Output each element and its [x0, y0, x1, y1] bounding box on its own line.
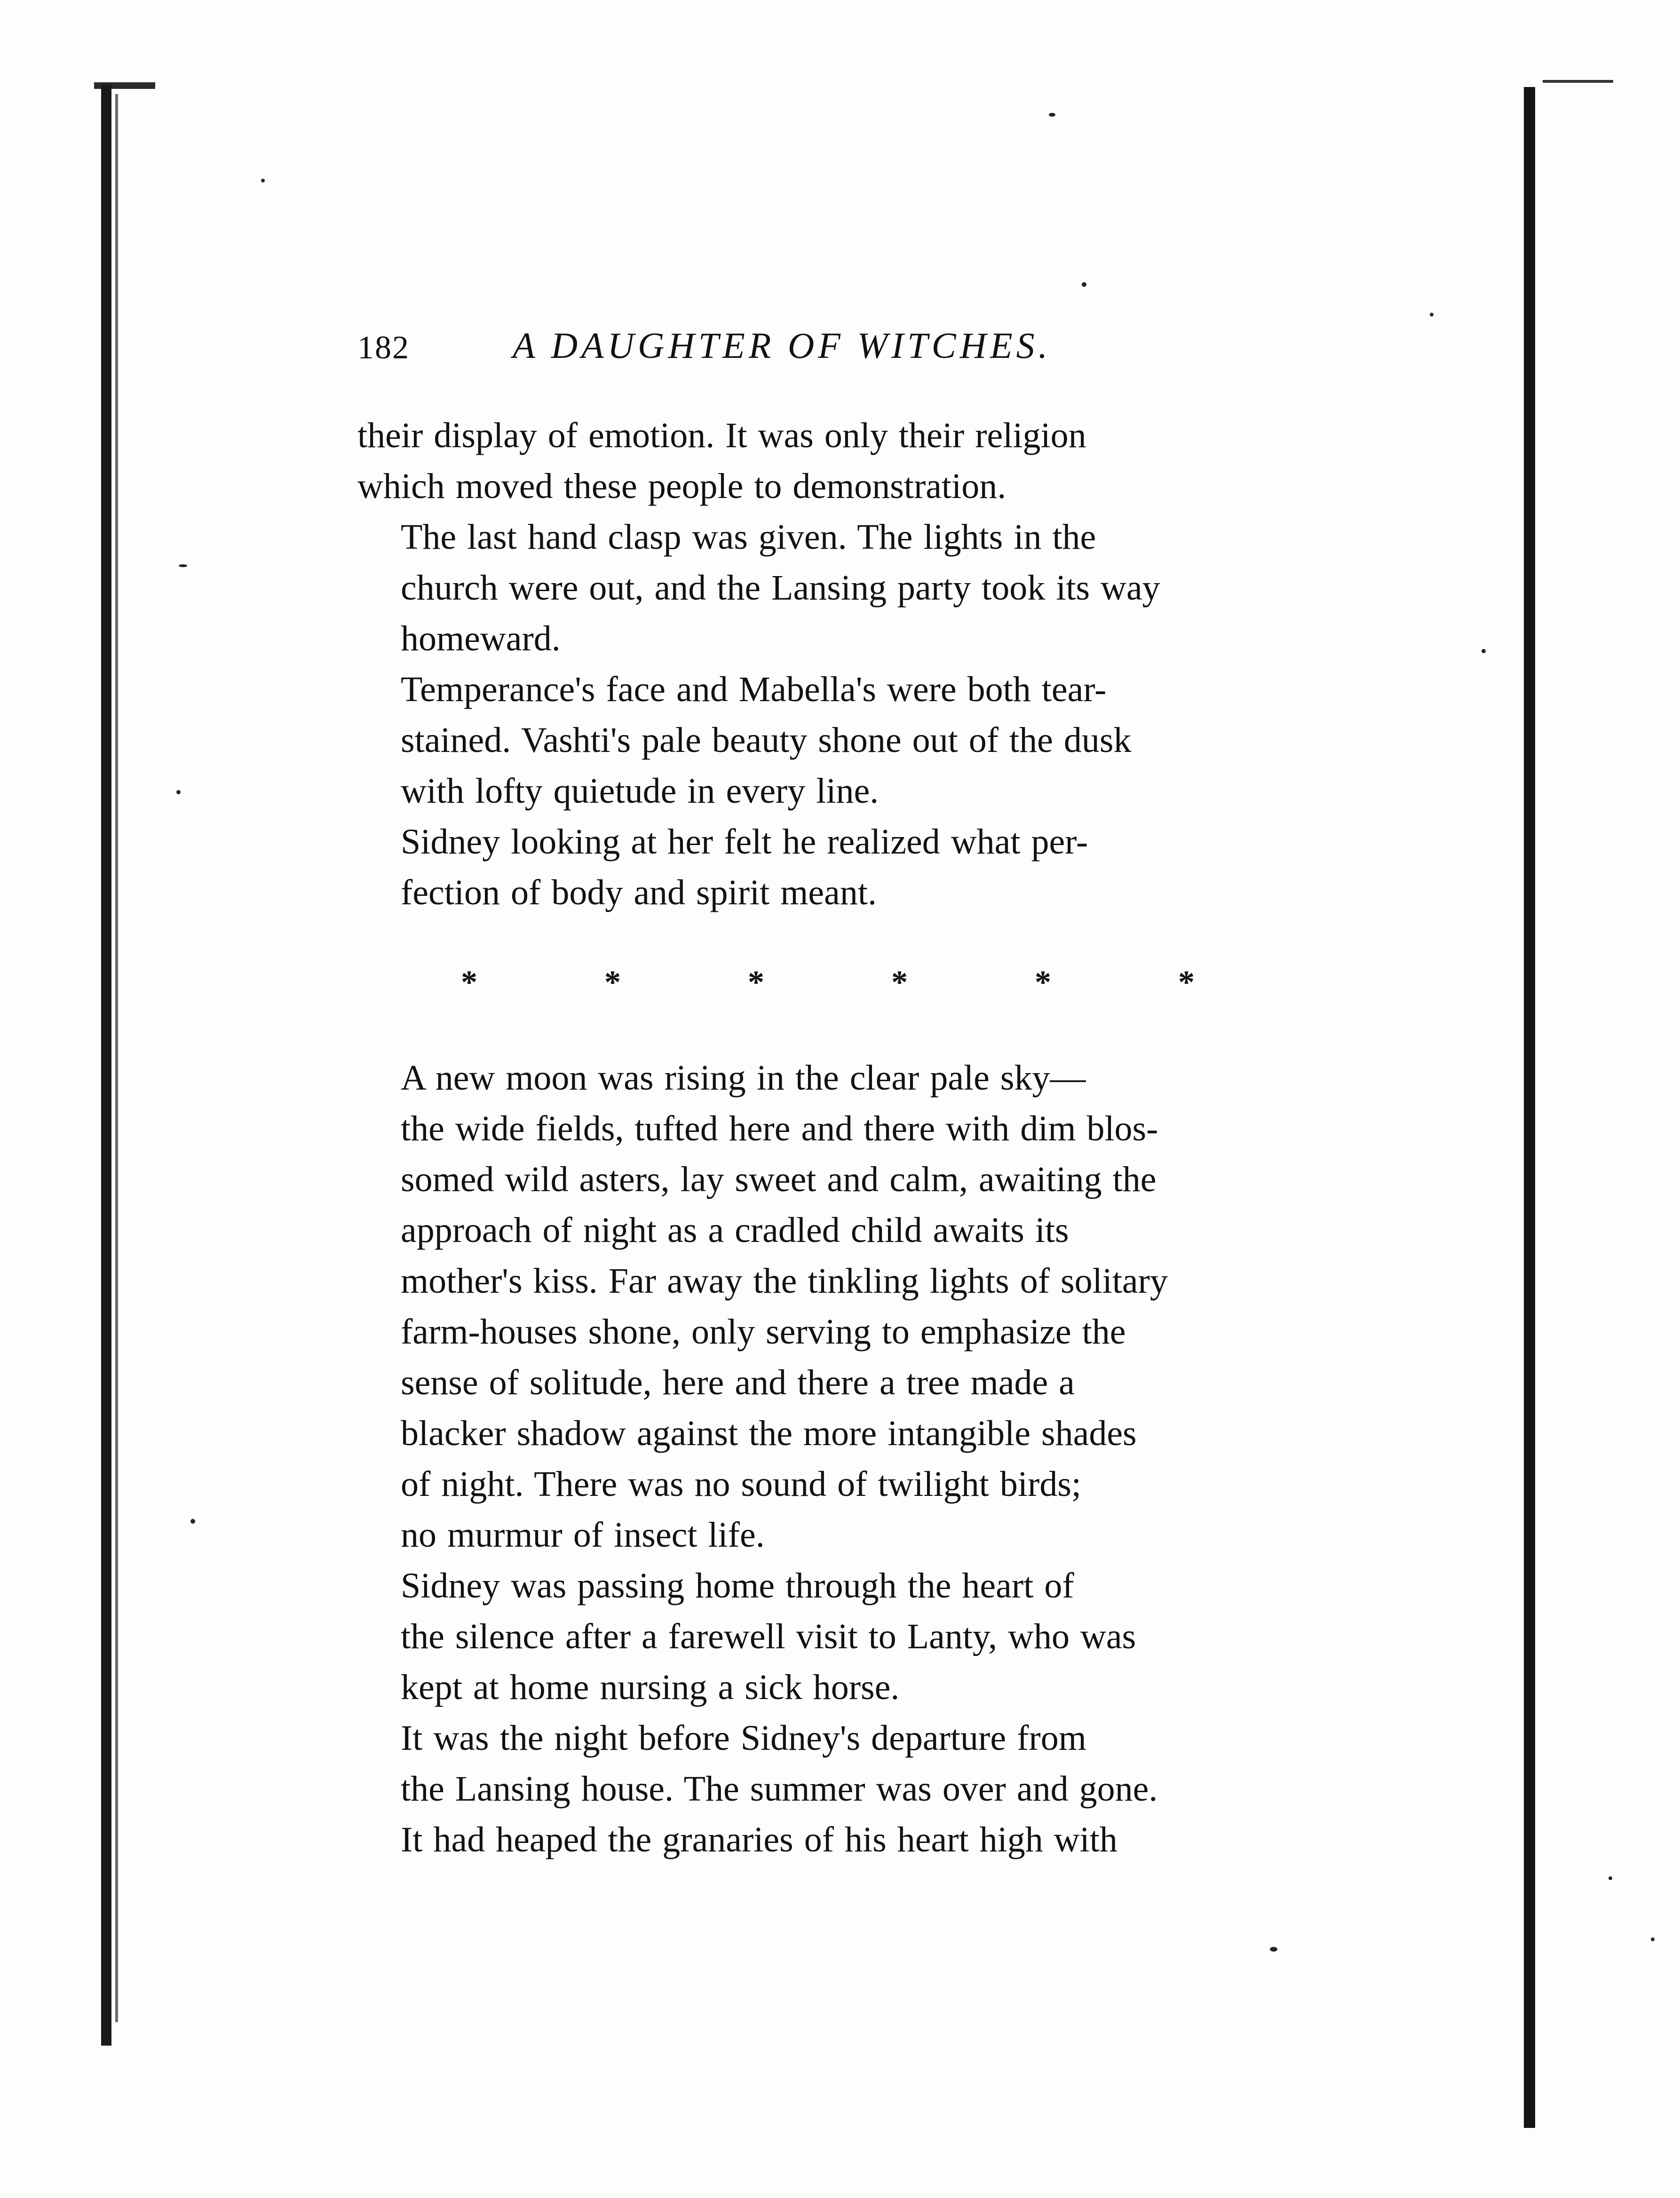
asterism-mark: *	[604, 965, 621, 1001]
scan-speck	[261, 179, 265, 182]
scan-border-right	[1524, 87, 1535, 2128]
paragraph	[357, 664, 1308, 816]
paragraph	[357, 512, 1308, 664]
paragraph	[357, 1560, 1308, 1713]
asterism-mark: *	[891, 965, 908, 1001]
text-line: the Lansing house. The summer was over and gone.	[401, 1769, 1158, 1809]
page-number: 182	[357, 330, 410, 366]
asterism-mark: *	[461, 965, 477, 1001]
scan-border-left	[101, 85, 111, 2046]
text-line: Sidney was passing home through the heart of	[401, 1566, 1074, 1605]
scan-border-left-inner	[115, 94, 118, 2022]
paragraph	[357, 1052, 1308, 1560]
text-line: farm-houses shone, only serving to emphasize the	[401, 1312, 1126, 1352]
running-title: A DAUGHTER OF WITCHES.	[513, 325, 1052, 366]
scan-speck	[1482, 649, 1486, 653]
scan-speck	[1270, 1947, 1277, 1952]
text-line: blacker shadow against the more intangible shades	[401, 1414, 1137, 1453]
text-line: their display of emotion. It was only their religion	[357, 416, 1086, 455]
text-section-2	[357, 1052, 1308, 1865]
text-line: with lofty quietude in every line.	[401, 771, 879, 811]
text-line: approach of night as a cradled child awaits its	[401, 1210, 1069, 1250]
text-line: no murmur of insect life.	[401, 1515, 765, 1555]
section-break	[461, 964, 1195, 1002]
text-line: kept at home nursing a sick horse.	[401, 1668, 900, 1707]
scan-speck	[1430, 313, 1434, 316]
text-line: fection of body and spirit meant.	[401, 873, 877, 912]
text-section-1	[357, 410, 1308, 918]
text-line: homeward.	[401, 619, 561, 658]
paragraph	[357, 410, 1308, 512]
text-line: stained. Vashti's pale beauty shone out of the dusk	[401, 720, 1132, 760]
text-line: A new moon was rising in the clear pale sky—	[401, 1058, 1086, 1098]
asterism-mark: *	[748, 965, 764, 1001]
text-line: It had heaped the granaries of his heart high with	[401, 1820, 1117, 1859]
scan-speck	[1082, 282, 1086, 287]
text-line: the silence after a farewell visit to Lanty, who was	[401, 1617, 1136, 1656]
text-line: mother's kiss. Far away the tinkling lights of solitary	[401, 1261, 1168, 1301]
text-line: which moved these people to demonstration.	[357, 466, 1006, 506]
text-line: It was the night before Sidney's departure from	[401, 1718, 1086, 1758]
text-line: Temperance's face and Mabella's were both tear-	[401, 670, 1107, 709]
text-line: the wide fields, tufted here and there with dim blos-	[401, 1109, 1158, 1148]
text-line: of night. There was no sound of twilight birds;	[401, 1464, 1082, 1504]
scan-border-top-right	[1543, 80, 1613, 83]
text-line: Sidney looking at her felt he realized what per-	[401, 822, 1088, 862]
text-line: somed wild asters, lay sweet and calm, awaiting the	[401, 1160, 1157, 1199]
asterism-mark: *	[1178, 965, 1195, 1001]
scan-speck	[190, 1519, 195, 1524]
scan-speck	[179, 564, 187, 567]
asterism-mark: *	[1035, 965, 1051, 1001]
scan-speck	[1609, 1876, 1612, 1880]
paragraph	[357, 1713, 1308, 1865]
text-line: sense of solitude, here and there a tree made a	[401, 1363, 1075, 1402]
text-line: church were out, and the Lansing party took its way	[401, 568, 1160, 608]
text-line: The last hand clasp was given. The lights in the	[401, 517, 1096, 557]
scan-speck	[176, 790, 181, 794]
scan-speck	[1049, 113, 1055, 117]
paragraph	[357, 816, 1308, 918]
scan-speck	[1651, 1937, 1655, 1941]
running-head	[357, 324, 1336, 381]
